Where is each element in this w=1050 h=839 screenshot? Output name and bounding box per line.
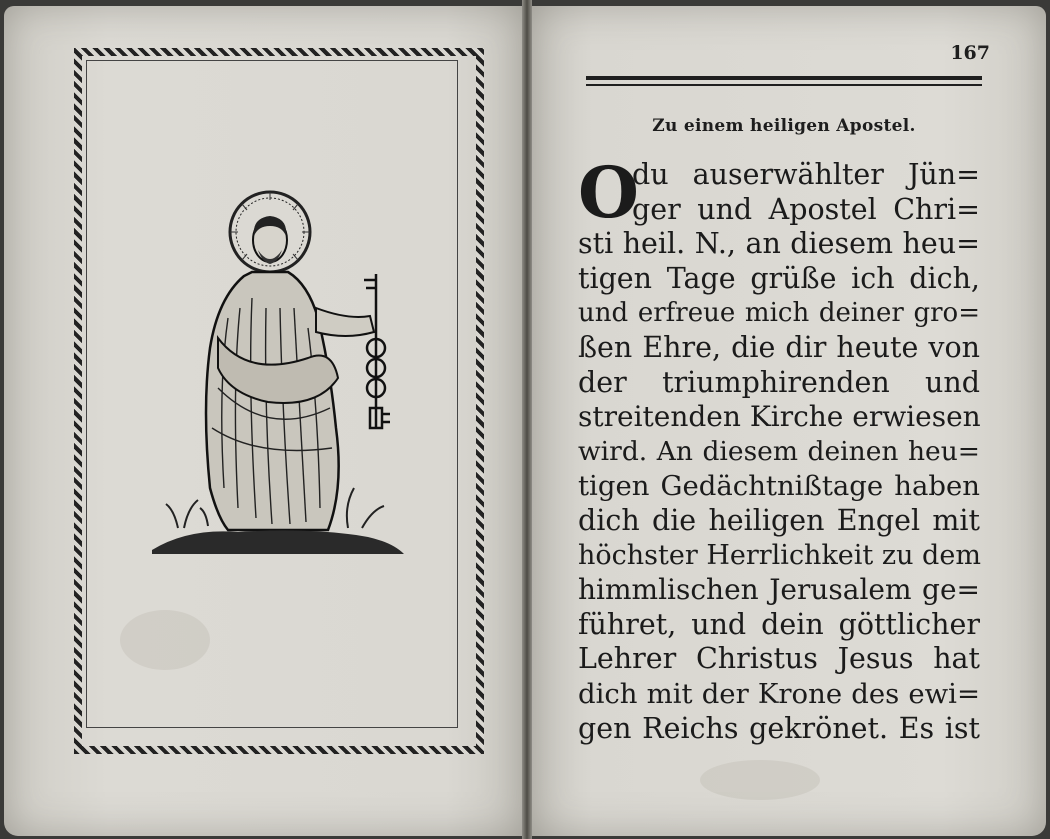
- text-line: Lehrer Christus Jesus hat: [578, 642, 980, 676]
- text-line: ger und Apostel Chri=: [632, 192, 980, 226]
- text-line: dich die heiligen Engel mit: [578, 503, 980, 537]
- saint-woodcut-illustration: [148, 188, 408, 564]
- text-line: führet, und dein göttlicher: [578, 607, 980, 641]
- text-line: und erfreue mich deiner gro=: [578, 298, 980, 329]
- header-rule-thin: [586, 84, 982, 86]
- text-line: dich mit der Krone des ewi=: [578, 677, 980, 710]
- text-line: tigen Gedächtnißtage haben: [578, 470, 980, 503]
- text-line: höchster Herrlichkeit zu dem: [578, 539, 981, 571]
- text-line: streitenden Kirche erwiesen: [578, 400, 981, 434]
- text-line: du auserwählter Jün=: [632, 158, 980, 191]
- text-line: gen Reichs gekrönet. Es ist: [578, 711, 980, 745]
- text-line: sti heil. N., an diesem heu=: [578, 227, 980, 261]
- text-line: wird. An diesem deinen heu=: [578, 435, 980, 467]
- header-rule-thick: [586, 76, 982, 80]
- section-heading: Zu einem heiligen Apostel.: [652, 116, 916, 136]
- page-number: 167: [950, 42, 990, 64]
- text-line: tigen Tage grüße ich dich,: [578, 261, 980, 295]
- prayer-text: [578, 151, 981, 746]
- text-line: himmlischen Jerusalem ge=: [578, 573, 980, 607]
- keys-icon: [364, 274, 390, 428]
- drop-cap: O: [578, 151, 639, 234]
- book-gutter: [522, 0, 532, 839]
- text-line: ßen Ehre, die dir heute von: [578, 330, 980, 364]
- paper-stain: [700, 760, 820, 800]
- text-line: der triumphirenden und: [578, 365, 980, 399]
